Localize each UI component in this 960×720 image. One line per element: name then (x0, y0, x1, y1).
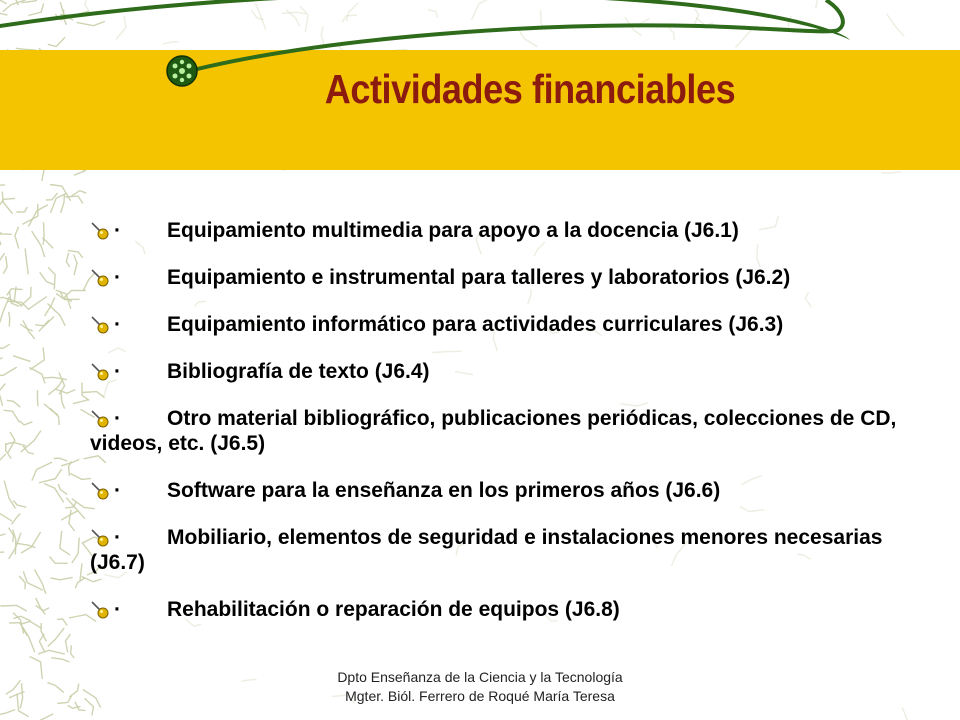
list-marker: · (114, 479, 121, 502)
pattern-stroke (0, 253, 5, 271)
pattern-stroke (0, 532, 6, 537)
pattern-stroke (23, 446, 34, 454)
pattern-stroke (80, 564, 82, 581)
pattern-stroke (48, 628, 64, 647)
pattern-stroke (45, 297, 55, 316)
list-item-text: Bibliografía de texto (J6.4) (167, 360, 430, 383)
pattern-stroke (61, 194, 65, 213)
pattern-stroke (71, 645, 75, 658)
pattern-stroke (4, 410, 20, 422)
stick-pin-icon (90, 314, 110, 334)
pattern-stroke (74, 255, 77, 276)
list-marker: · (114, 360, 121, 383)
stick-pin-icon (90, 527, 110, 547)
pattern-stroke (22, 621, 41, 628)
pattern-stroke (0, 605, 27, 611)
pattern-stroke (55, 389, 75, 393)
pattern-stroke (39, 469, 62, 483)
pattern-stroke (48, 683, 64, 693)
green-dotted-ball-icon (165, 54, 199, 88)
pattern-stroke (20, 683, 22, 709)
pattern-stroke (13, 356, 30, 362)
pattern-stroke (65, 196, 83, 203)
pattern-stroke (0, 710, 15, 715)
pattern-stroke (4, 481, 15, 509)
pattern-stroke (85, 698, 94, 715)
list-marker: · (114, 219, 121, 242)
pattern-stroke (66, 634, 71, 652)
list-marker: · (114, 313, 121, 336)
list-item (90, 265, 930, 290)
list-item-text: Equipamiento multimedia para apoyo a la docencia (J6.1) (167, 219, 739, 242)
pattern-stroke (5, 442, 26, 446)
pattern-stroke (72, 191, 87, 197)
pattern-stroke (61, 391, 65, 408)
pattern-stroke (36, 606, 50, 611)
pattern-stroke (13, 501, 26, 508)
slide-footer: Dpto Enseñanza de la Ciencia y la Tecnología Mgter. Biól. Ferrero de Roqué María Teresa (337, 669, 623, 704)
pattern-stroke (14, 616, 31, 621)
list-item (90, 478, 930, 503)
pattern-stroke (28, 297, 47, 310)
pattern-stroke (54, 458, 68, 461)
list-item (90, 312, 930, 337)
pattern-stroke (9, 312, 10, 327)
stick-pin-icon (90, 220, 110, 240)
stick-pin-icon (90, 408, 110, 428)
pattern-stroke (19, 421, 32, 425)
stick-pin-icon (90, 267, 110, 287)
pattern-stroke (70, 473, 91, 479)
list-item (90, 406, 930, 456)
pattern-stroke (15, 227, 19, 249)
pattern-stroke (0, 552, 4, 553)
list-item (90, 359, 930, 384)
pattern-stroke (7, 400, 20, 407)
pattern-stroke (43, 222, 44, 244)
pattern-stroke (43, 377, 67, 379)
pattern-stroke (21, 532, 40, 553)
pattern-stroke (0, 232, 12, 235)
pattern-stroke (0, 358, 3, 372)
pattern-stroke (21, 431, 41, 453)
pattern-stroke (44, 484, 64, 503)
stick-pin-icon (90, 599, 110, 619)
pattern-stroke (0, 367, 17, 375)
list-item-text: Equipamiento e instrumental para talleres y laboratorios (J6.2) (167, 266, 791, 289)
pattern-stroke (241, 679, 256, 681)
pattern-stroke (57, 619, 67, 626)
pattern-stroke (16, 207, 27, 212)
pattern-stroke (902, 707, 915, 720)
list-item-text: Otro material bibliográfico, publicaciones periódicas, colecciones de CD, videos, etc. (J6.5) (90, 407, 897, 455)
list-item-text: Rehabilitación o reparación de equipos (J6.8) (167, 598, 620, 621)
pattern-stroke (2, 192, 12, 214)
list-item (90, 218, 930, 243)
pattern-stroke (58, 484, 67, 494)
pattern-stroke (19, 576, 25, 589)
pattern-stroke (66, 253, 70, 267)
pattern-stroke (12, 514, 21, 525)
list-item-text: Mobiliario, elementos de seguridad e instalaciones menores necesarias (J6.7) (90, 526, 883, 574)
pattern-stroke (26, 714, 54, 720)
pattern-stroke (51, 577, 73, 579)
pattern-stroke (35, 569, 46, 594)
pattern-stroke (49, 557, 67, 564)
pattern-stroke (48, 267, 55, 289)
pattern-stroke (40, 272, 54, 284)
pattern-stroke (30, 368, 46, 384)
pattern-stroke (8, 432, 15, 453)
pattern-stroke (72, 538, 79, 563)
pattern-stroke (0, 344, 10, 348)
pattern-stroke (0, 511, 12, 521)
pattern-stroke (73, 400, 88, 404)
list-item (90, 597, 930, 622)
pattern-stroke (30, 657, 43, 679)
list-item (90, 525, 930, 575)
pattern-stroke (3, 256, 7, 274)
pattern-stroke (48, 304, 66, 326)
pattern-stroke (25, 248, 28, 274)
list-item-text: Software para la enseñanza en los primeros años (J6.6) (167, 479, 721, 502)
stick-pin-icon (90, 480, 110, 500)
pattern-stroke (60, 531, 70, 555)
stick-pin-icon (90, 361, 110, 381)
list-marker: · (114, 266, 121, 289)
pattern-stroke (0, 454, 6, 462)
pattern-stroke (69, 684, 78, 698)
pattern-stroke (6, 680, 21, 694)
pattern-stroke (881, 172, 901, 174)
pattern-stroke (51, 658, 69, 662)
pattern-stroke (32, 462, 52, 481)
list-item-text: Equipamiento informático para actividades curriculares (J6.3) (167, 313, 784, 336)
list-marker: · (114, 598, 121, 621)
activity-list (90, 218, 930, 644)
list-marker: · (114, 526, 121, 549)
slide-title: Actividades financiables (324, 66, 736, 112)
pattern-stroke (0, 384, 5, 406)
pattern-stroke (30, 348, 45, 370)
pattern-stroke (38, 650, 65, 654)
list-marker: · (114, 407, 121, 430)
